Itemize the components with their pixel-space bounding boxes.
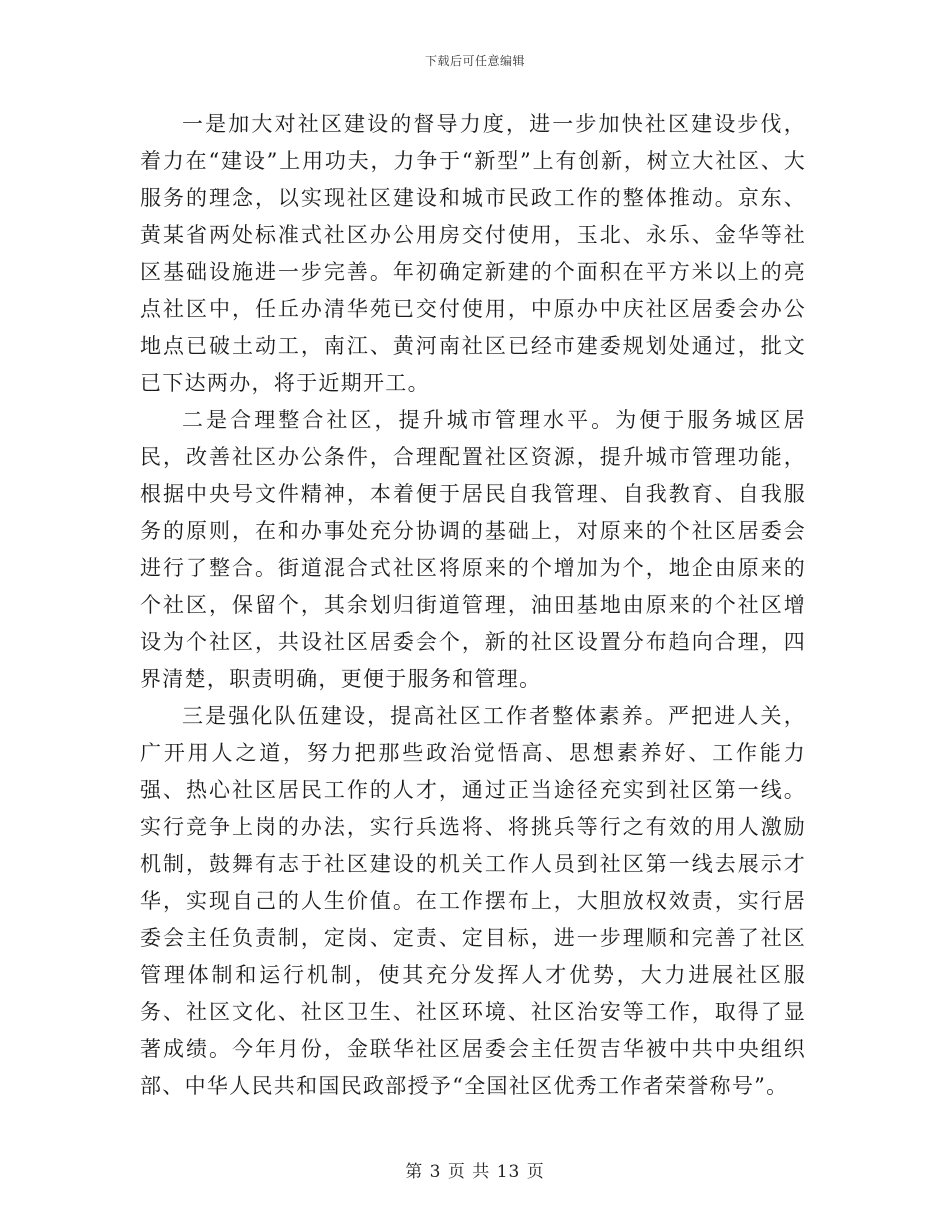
paragraph-1: 一是加大对社区建设的督导力度，进一步加快社区建设步伐，着力在“建设”上用功夫，力争于“新型”上有创新，树立大社区、大服务的理念，以实现社区建设和城市民政工作的整体推动。京东、黄某省两处标准式社区办公用房交付使用，玉北、永乐、金华等社区基础设施进一步完善。年初确定新建的个面积在平方米以上的亮点社区中，任丘办清华苑已交付使用，中原办中庆社区居委会办公地点已破土动工，南江、黄河南社区已经市建委规划处通过，批文已下达两办，将于近期开工。 xyxy=(140,112,806,395)
page-header: 下载后可任意编辑 xyxy=(424,54,525,68)
page-number-footer: 第 3 页 共 13 页 xyxy=(405,1162,545,1182)
paragraph-3: 三是强化队伍建设，提高社区工作者整体素养。严把进人关，广开用人之道，努力把那些政治觉悟高、思想素养好、工作能力强、热心社区居民工作的人才，通过正当途径充实到社区第一线。实行竞争上岗的办法，实行兵选将、将挑兵等行之有效的用人激励机制，鼓舞有志于社区建设的机关工作人员到社区第一线去展示才华，实现自己的人生价值。在工作摆布上，大胆放权效责，实行居委会主任负责制，定岗、定责、定目标，进一步理顺和完善了社区管理体制和运行机制，使其充分发挥人才优势，大力进展社区服务、社区文化、社区卫生、社区环境、社区治安等工作，取得了显著成绩。今年月份，金联华社区居委会主任贺吉华被中共中央组织部、中华人民共和国民政部授予“全国社区优秀工作者荣誉称号”。 xyxy=(140,704,806,1098)
paragraph-2: 二是合理整合社区，提升城市管理水平。为便于服务城区居民，改善社区办公条件，合理配置社区资源，提升城市管理功能，根据中央号文件精神，本着便于居民自我管理、自我教育、自我服务的原则，在和办事处充分协调的基础上，对原来的个社区居委会进行了整合。街道混合式社区将原来的个增加为个，地企由原来的个社区，保留个，其余划归街道管理，油田基地由原来的个社区增设为个社区，共设社区居委会个，新的社区设置分布趋向合理，四界清楚，职责明确，更便于服务和管理。 xyxy=(140,408,806,691)
document-body xyxy=(140,106,806,1105)
